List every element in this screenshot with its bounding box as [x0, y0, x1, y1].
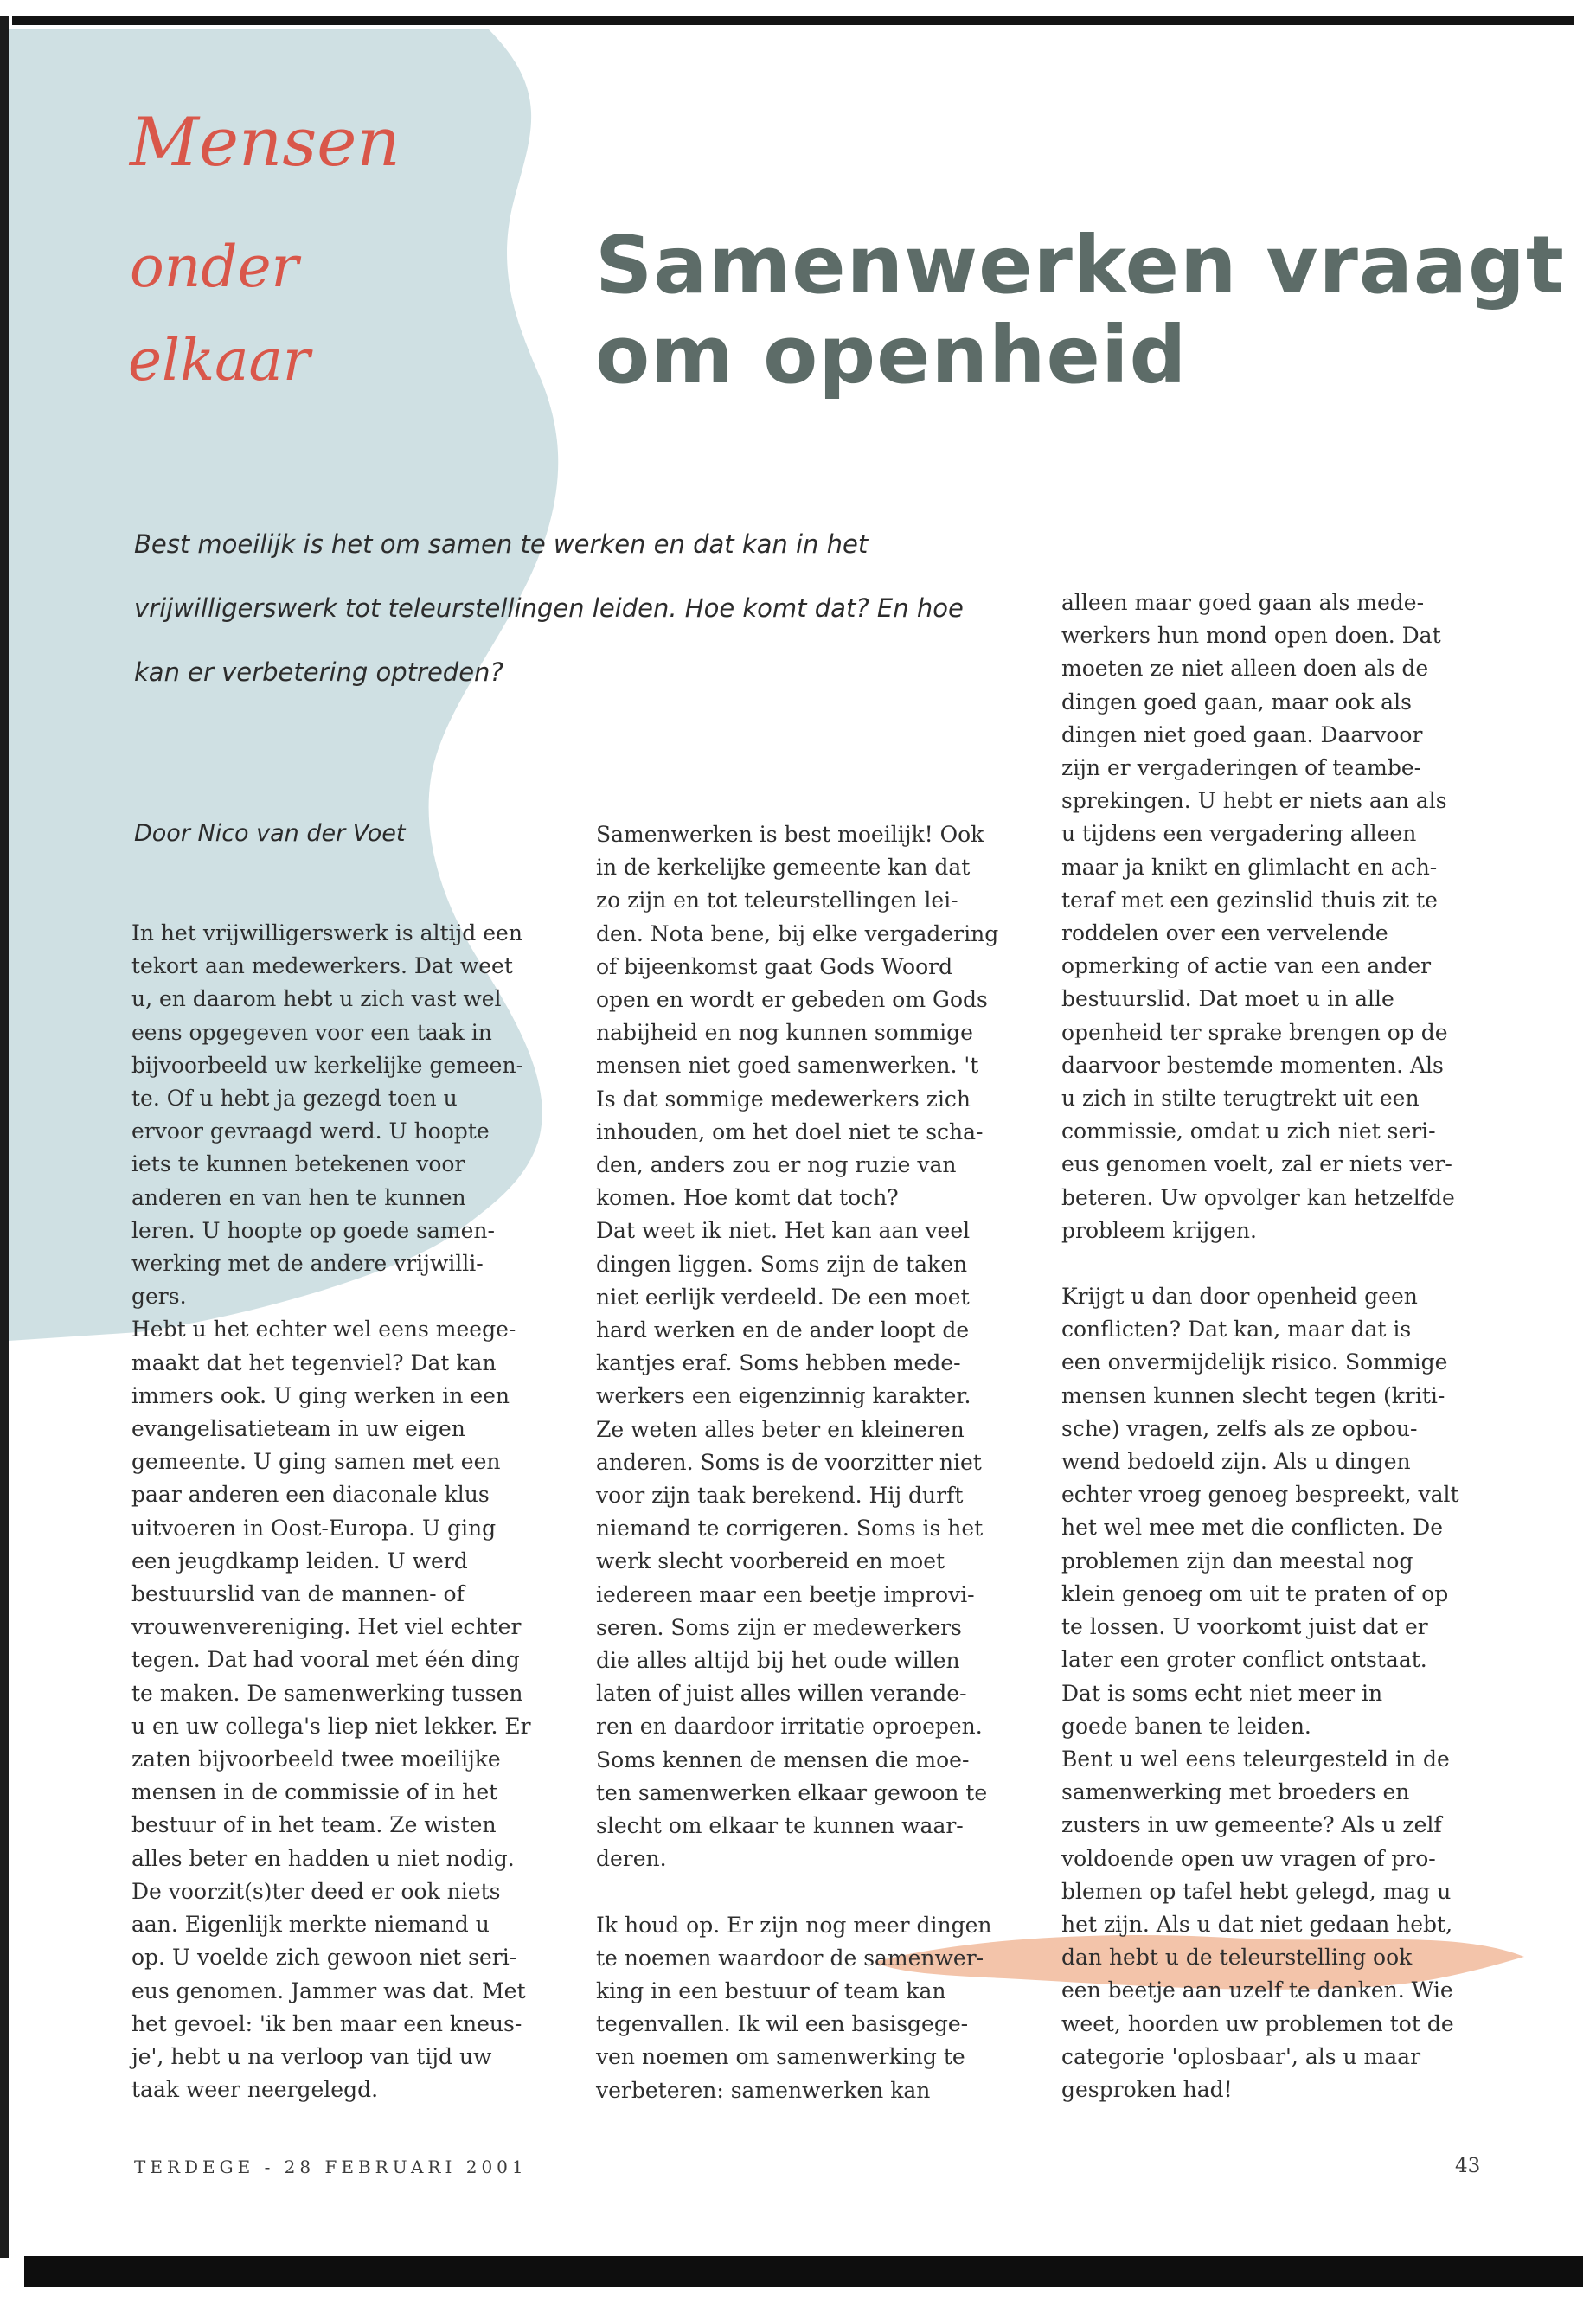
column-line: te noemen waardoor de samenwer- [596, 1945, 984, 1971]
article-column-1 [131, 917, 564, 2106]
page-number: 43 [1455, 2155, 1481, 2177]
column-line: zusters in uw gemeente? Als u zelf [1061, 1812, 1442, 1838]
column-line: Ze weten alles beter en kleineren [596, 1416, 965, 1442]
column-line: bestuurslid van de mannen- of [131, 1581, 465, 1607]
column-line: echter vroeg genoeg bespreekt, valt [1061, 1482, 1459, 1508]
column-line: dan hebt u de teleurstelling ook [1061, 1945, 1413, 1971]
column-line: werkers hun mond open doen. Dat [1061, 623, 1441, 649]
column-line: of bijeenkomst gaat Gods Woord [596, 953, 953, 979]
column-line: gesproken had! [1061, 2076, 1233, 2102]
column-line: deren. [596, 1846, 667, 1872]
column-line: tegen. Dat had vooral met één ding [131, 1647, 520, 1673]
column-line: iedereen maar een beetje improvi- [596, 1581, 975, 1607]
column-line: Hebt u het echter wel eens meege- [131, 1317, 516, 1343]
column-line: Bent u wel eens teleurgesteld in de [1061, 1746, 1450, 1772]
column-line: mensen niet goed samenwerken. 't [596, 1053, 979, 1079]
column-line: het zijn. Als u dat niet gedaan hebt, [1061, 1911, 1453, 1937]
column-line: goede banen te leiden. [1061, 1713, 1311, 1739]
column-line: sche) vragen, zelfs als ze opbou- [1061, 1415, 1418, 1441]
column-line: teraf met een gezinslid thuis zit te [1061, 887, 1438, 913]
column-line: anderen en van hen te kunnen [131, 1184, 466, 1210]
column-line: ven noemen om samenwerking te [596, 2044, 965, 2070]
column-line: conflicten? Dat kan, maar dat is [1061, 1317, 1412, 1343]
column-line: uitvoeren in Oost-Europa. U ging [131, 1515, 497, 1541]
column-line: inhouden, om het doel niet te scha- [596, 1118, 984, 1144]
column-line: te lossen. U voorkomt juist dat er [1061, 1614, 1428, 1640]
column-line: ervoor gevraagd werd. U hoopte [131, 1118, 490, 1144]
column-line: maar ja knikt en glimlacht en ach- [1061, 854, 1438, 880]
column-line: je', hebt u na verloop van tijd uw [131, 2043, 492, 2069]
column-line: problemen zijn dan meestal nog [1061, 1548, 1413, 1574]
column-line: Krijgt u dan door openheid geen [1061, 1284, 1418, 1310]
column-line: niemand te corrigeren. Soms is het [596, 1516, 984, 1541]
column-line: king in een bestuur of team kan [596, 1977, 946, 2003]
column-line: taak weer neergelegd. [131, 2077, 379, 2103]
column-line: bestuurslid. Dat moet u in alle [1061, 986, 1394, 1012]
column-line: nabijheid en nog kunnen sommige [596, 1020, 973, 1046]
column-line: In het vrijwilligerswerk is altijd een [131, 920, 522, 945]
column-line: bestuur of in het team. Ze wisten [131, 1812, 497, 1838]
column-line: die alles altijd bij het oude willen [596, 1648, 960, 1674]
column-line: Dat weet ik niet. Het kan aan veel [596, 1218, 971, 1244]
column-line: tekort aan medewerkers. Dat weet [131, 953, 513, 979]
column-line: te. Of u hebt ja gezegd toen u [131, 1086, 458, 1112]
column-line: sprekingen. U hebt er niets aan als [1061, 788, 1447, 814]
column-line: klein genoeg om uit te praten of op [1061, 1580, 1449, 1606]
script-title-word-2: onder [130, 234, 299, 300]
column-line: alles beter en hadden u niet nodig. [131, 1845, 515, 1871]
column-line: roddelen over een vervelende [1061, 920, 1388, 946]
intro-line: kan er verbetering optreden? [134, 657, 503, 687]
column-line: aan. Eigenlijk merkte niemand u [131, 1912, 490, 1938]
column-line: werk slecht voorbereid en moet [596, 1548, 945, 1574]
column-line: daarvoor bestemde momenten. Als [1061, 1052, 1444, 1078]
column-line: u en uw collega's liep niet lekker. Er [131, 1713, 531, 1739]
column-line: een onvermijdelijk risico. Sommige [1061, 1349, 1448, 1375]
column-line: een jeugdkamp leiden. U werd [131, 1548, 468, 1574]
column-line: het wel mee met die conflicten. De [1061, 1515, 1444, 1541]
column-line: eus genomen voelt, zal er niets ver- [1061, 1151, 1452, 1177]
column-line: opmerking of actie van een ander [1061, 953, 1432, 979]
page-title [595, 219, 1565, 401]
column-line: u zich in stilte terugtrekt uit een [1061, 1086, 1420, 1112]
column-line: immers ook. U ging werken in een [131, 1382, 510, 1408]
column-line: paar anderen een diaconale klus [131, 1482, 490, 1508]
column-line: maakt dat het tegenviel? Dat kan [131, 1349, 497, 1375]
column-line: ten samenwerken elkaar gewoon te [596, 1779, 988, 1805]
intro-line: Best moeilijk is het om samen te werken en dat kan in het [134, 529, 869, 559]
script-title-word-3: elkaar [128, 327, 311, 394]
column-line: u tijdens een vergadering alleen [1061, 821, 1417, 847]
column-line: dingen niet goed gaan. Daarvoor [1061, 721, 1423, 747]
column-line: werkers een eigenzinnig karakter. [596, 1383, 971, 1409]
column-line: mensen kunnen slecht tegen (kriti- [1061, 1382, 1445, 1408]
column-line: probleem krijgen. [1061, 1217, 1257, 1243]
column-line: voldoende open uw vragen of pro- [1061, 1845, 1436, 1871]
column-line: iets te kunnen betekenen voor [131, 1151, 465, 1177]
column-line: eus genomen. Jammer was dat. Met [131, 1977, 526, 2003]
column-line: het gevoel: 'ik ben maar een kneus- [131, 2010, 522, 2036]
column-line: Samenwerken is best moeilijk! Ook [596, 822, 984, 847]
article-column-2 [596, 818, 1029, 2107]
column-line: dingen liggen. Soms zijn de taken [596, 1251, 968, 1277]
column-line: leren. U hoopte op goede samen- [131, 1217, 495, 1243]
article-column-3 [1061, 586, 1511, 2106]
title-line: Samenwerken vraagt [595, 219, 1565, 311]
intro-text [134, 512, 999, 704]
column-line: Ik houd op. Er zijn nog meer dingen [596, 1912, 992, 1938]
column-line: blemen op tafel hebt gelegd, mag u [1061, 1878, 1452, 1904]
column-line: laten of juist alles willen verande- [596, 1681, 967, 1707]
column-line: te maken. De samenwerking tussen [131, 1680, 523, 1706]
column-line: moeten ze niet alleen doen als de [1061, 656, 1429, 682]
column-line: voor zijn taak berekend. Hij durft [596, 1483, 964, 1509]
column-line: categorie 'oplosbaar', als u maar [1061, 2043, 1421, 2069]
column-line: zijn er vergaderingen of teambe- [1061, 755, 1422, 781]
column-line: open en wordt er gebeden om Gods [596, 987, 988, 1013]
column-line: gemeente. U ging samen met een [131, 1449, 501, 1475]
column-line: evangelisatieteam in uw eigen [131, 1416, 465, 1442]
column-line: Is dat sommige medewerkers zich [596, 1086, 971, 1112]
column-line: commissie, omdat u zich niet seri- [1061, 1118, 1436, 1144]
column-line: verbeteren: samenwerken kan [596, 2077, 931, 2103]
column-line: den, anders zou er nog ruzie van [596, 1152, 957, 1178]
column-line: komen. Hoe komt dat toch? [596, 1185, 899, 1211]
column-line: alleen maar goed gaan als mede- [1061, 590, 1425, 615]
column-line: slecht om elkaar te kunnen waar- [596, 1813, 964, 1839]
column-line: eens opgegeven voor een taak in [131, 1019, 492, 1045]
paragraph-gap [596, 1876, 1029, 1909]
column-line: openheid ter sprake brengen op de [1061, 1019, 1448, 1045]
column-line: een beetje aan uzelf te danken. Wie [1061, 1977, 1453, 2003]
script-title-word-1: Mensen [130, 104, 401, 182]
column-line: bijvoorbeeld uw kerkelijke gemeen- [131, 1052, 524, 1078]
column-line: zo zijn en tot teleurstellingen lei- [596, 888, 958, 913]
column-line: weet, hoorden uw problemen tot de [1061, 2010, 1454, 2036]
column-line: niet eerlijk verdeeld. De een moet [596, 1284, 970, 1310]
column-line: dingen goed gaan, maar ook als [1061, 689, 1412, 715]
column-line: vrouwenvereniging. Het viel echter [131, 1614, 522, 1640]
footer-publication: TERDEGE - 28 FEBRUARI 2001 [134, 2157, 528, 2177]
title-line: om openheid [595, 309, 1188, 401]
column-line: u, en daarom hebt u zich vast wel [131, 986, 502, 1012]
column-line: gers. [131, 1284, 187, 1310]
column-line: ren en daardoor irritatie oproepen. [596, 1714, 983, 1740]
column-line: Soms kennen de mensen die moe- [596, 1747, 970, 1772]
column-line: kantjes eraf. Soms hebben mede- [596, 1350, 961, 1376]
column-line: den. Nota bene, bij elke vergadering [596, 920, 999, 946]
author-byline: Door Nico van der Voet [134, 820, 406, 847]
column-line: werking met de andere vrijwilli- [131, 1251, 484, 1277]
column-line: wend bedoeld zijn. Als u dingen [1061, 1449, 1411, 1475]
column-line: samenwerking met broeders en [1061, 1779, 1410, 1805]
column-line: later een groter conflict ontstaat. [1061, 1647, 1427, 1673]
column-line: hard werken en de ander loopt de [596, 1317, 970, 1343]
intro-line: vrijwilligerswerk tot teleurstellingen leiden. Hoe komt dat? En hoe [134, 593, 964, 623]
column-line: De voorzit(s)ter deed er ook niets [131, 1878, 501, 1904]
column-line: tegenvallen. Ik wil een basisgege- [596, 2011, 969, 2037]
column-line: zaten bijvoorbeeld twee moeilijke [131, 1747, 501, 1772]
column-line: mensen in de commissie of in het [131, 1779, 498, 1805]
column-line: op. U voelde zich gewoon niet seri- [131, 1945, 517, 1971]
column-line: in de kerkelijke gemeente kan dat [596, 855, 971, 881]
paragraph-gap [1061, 1247, 1511, 1280]
column-line: seren. Soms zijn er medewerkers [596, 1614, 962, 1640]
column-line: Dat is soms echt niet meer in [1061, 1680, 1383, 1706]
column-line: anderen. Soms is de voorzitter niet [596, 1449, 982, 1475]
column-line: beteren. Uw opvolger kan hetzelfde [1061, 1184, 1455, 1210]
